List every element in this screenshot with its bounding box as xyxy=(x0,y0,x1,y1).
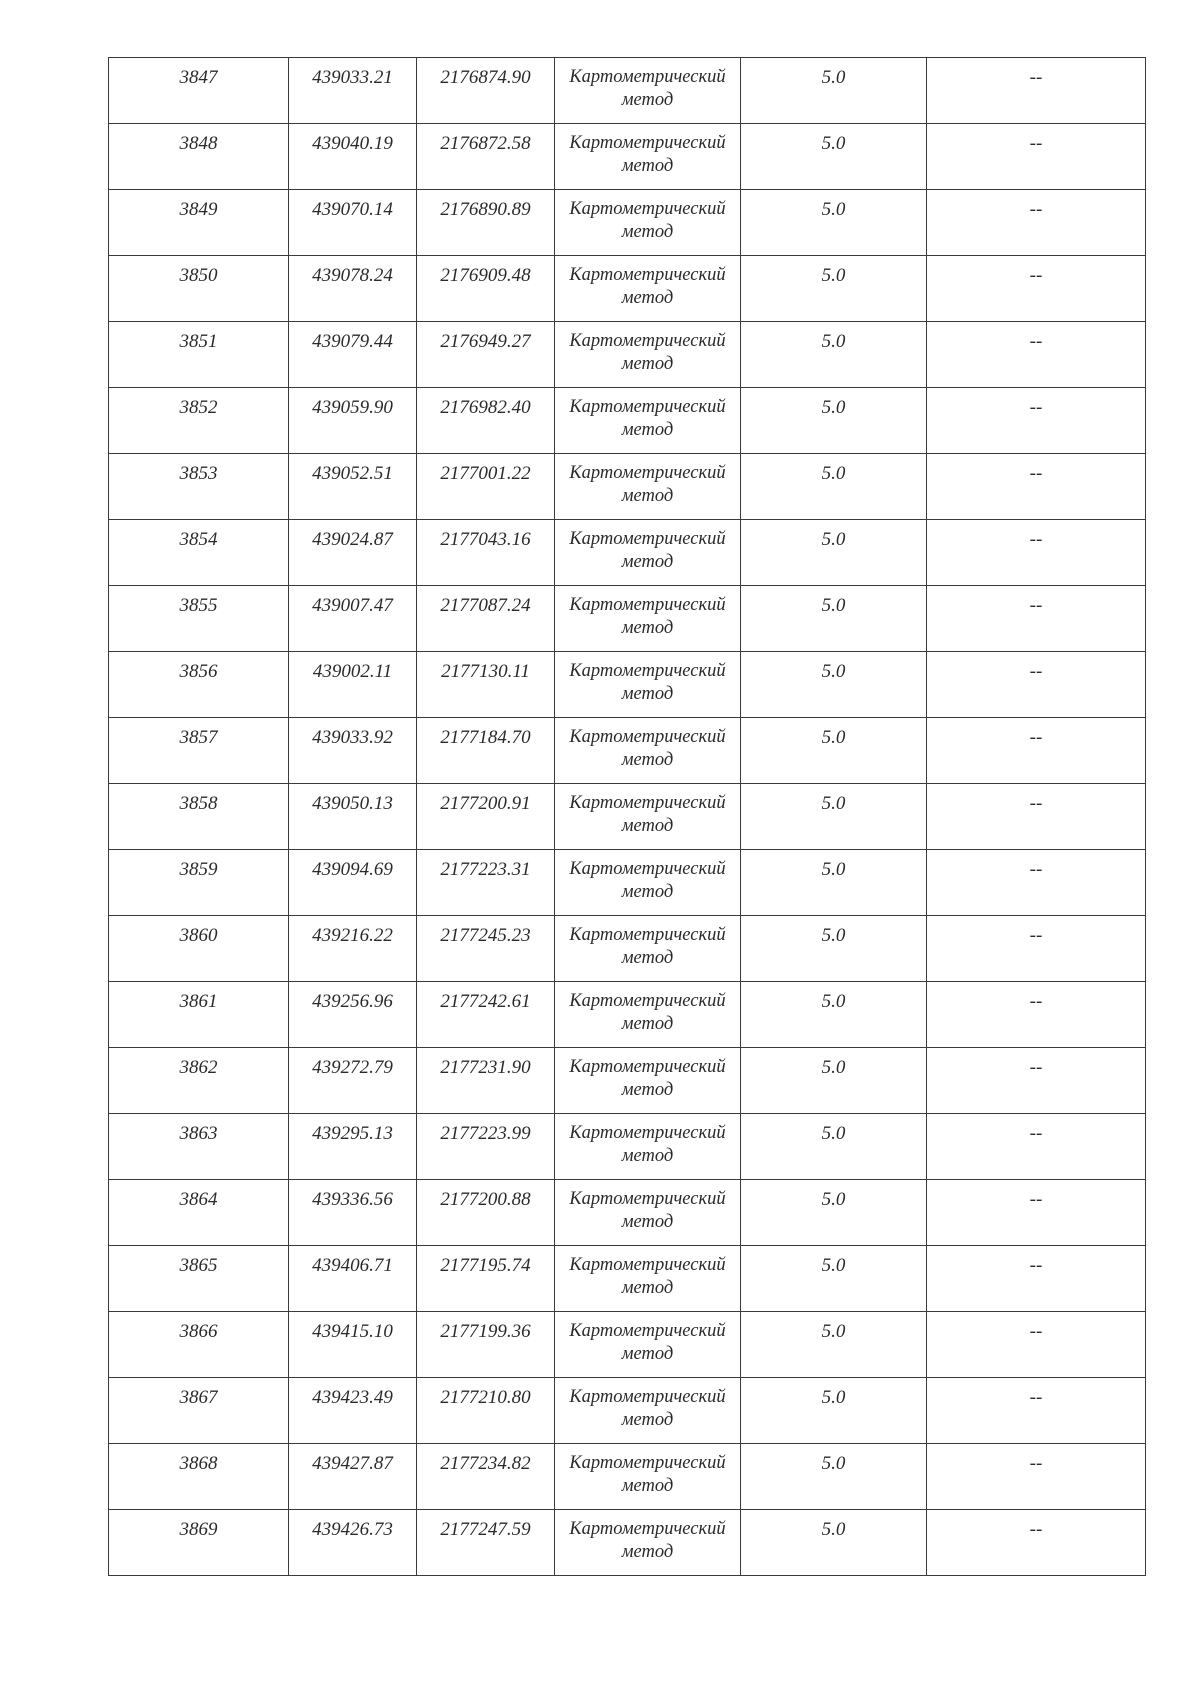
coordinates-table xyxy=(108,57,1146,1576)
table-row xyxy=(109,784,1146,850)
accuracy-cell: 5.0 xyxy=(741,850,927,916)
note-cell: -- xyxy=(927,58,1146,124)
accuracy-cell: 5.0 xyxy=(741,652,927,718)
coordinate-x-cell: 439094.69 xyxy=(289,850,417,916)
table-row xyxy=(109,982,1146,1048)
coordinate-y-cell: 2177247.59 xyxy=(417,1510,555,1576)
coordinate-y-cell: 2177234.82 xyxy=(417,1444,555,1510)
method-line-1: Картометрический xyxy=(569,397,726,417)
method-cell xyxy=(555,58,741,124)
method-line-2: метод xyxy=(621,222,674,242)
coordinate-x-cell: 439033.21 xyxy=(289,58,417,124)
table-row xyxy=(109,652,1146,718)
coordinate-y-cell: 2177184.70 xyxy=(417,718,555,784)
point-number-cell: 3848 xyxy=(109,124,289,190)
table-row xyxy=(109,322,1146,388)
point-number-cell: 3851 xyxy=(109,322,289,388)
accuracy-cell: 5.0 xyxy=(741,586,927,652)
method-cell xyxy=(555,256,741,322)
method-line-2: метод xyxy=(621,816,674,836)
note-cell: -- xyxy=(927,1312,1146,1378)
method-line-1: Картометрический xyxy=(569,1255,726,1275)
coordinate-x-cell: 439078.24 xyxy=(289,256,417,322)
coordinate-y-cell: 2177223.99 xyxy=(417,1114,555,1180)
point-number-cell: 3860 xyxy=(109,916,289,982)
coordinate-x-cell: 439033.92 xyxy=(289,718,417,784)
accuracy-cell: 5.0 xyxy=(741,520,927,586)
point-number-cell: 3859 xyxy=(109,850,289,916)
method-line-1: Картометрический xyxy=(569,1453,726,1473)
coordinate-y-cell: 2176872.58 xyxy=(417,124,555,190)
table-row xyxy=(109,124,1146,190)
method-line-1: Картометрический xyxy=(569,199,726,219)
table-row xyxy=(109,256,1146,322)
accuracy-cell: 5.0 xyxy=(741,982,927,1048)
coordinate-y-cell: 2177231.90 xyxy=(417,1048,555,1114)
point-number-cell: 3847 xyxy=(109,58,289,124)
table-row xyxy=(109,190,1146,256)
point-number-cell: 3855 xyxy=(109,586,289,652)
point-number-cell: 3868 xyxy=(109,1444,289,1510)
note-cell: -- xyxy=(927,850,1146,916)
point-number-cell: 3857 xyxy=(109,718,289,784)
note-cell: -- xyxy=(927,322,1146,388)
method-cell xyxy=(555,1180,741,1246)
note-cell: -- xyxy=(927,520,1146,586)
coordinate-y-cell: 2177130.11 xyxy=(417,652,555,718)
coordinate-y-cell: 2177195.74 xyxy=(417,1246,555,1312)
note-cell: -- xyxy=(927,1246,1146,1312)
method-line-1: Картометрический xyxy=(569,265,726,285)
accuracy-cell: 5.0 xyxy=(741,1114,927,1180)
method-cell xyxy=(555,1114,741,1180)
accuracy-cell: 5.0 xyxy=(741,454,927,520)
point-number-cell: 3869 xyxy=(109,1510,289,1576)
note-cell: -- xyxy=(927,652,1146,718)
table-row xyxy=(109,1312,1146,1378)
table-row xyxy=(109,718,1146,784)
coordinate-x-cell: 439336.56 xyxy=(289,1180,417,1246)
method-line-1: Картометрический xyxy=(569,1387,726,1407)
table-row xyxy=(109,1378,1146,1444)
point-number-cell: 3864 xyxy=(109,1180,289,1246)
table-row xyxy=(109,1114,1146,1180)
point-number-cell: 3861 xyxy=(109,982,289,1048)
coordinate-y-cell: 2177223.31 xyxy=(417,850,555,916)
coordinate-x-cell: 439070.14 xyxy=(289,190,417,256)
accuracy-cell: 5.0 xyxy=(741,124,927,190)
method-line-2: метод xyxy=(621,882,674,902)
accuracy-cell: 5.0 xyxy=(741,1510,927,1576)
coordinate-x-cell: 439216.22 xyxy=(289,916,417,982)
coordinate-x-cell: 439423.49 xyxy=(289,1378,417,1444)
coordinate-y-cell: 2176909.48 xyxy=(417,256,555,322)
table-row xyxy=(109,388,1146,454)
coordinate-y-cell: 2176874.90 xyxy=(417,58,555,124)
method-line-2: метод xyxy=(621,156,674,176)
accuracy-cell: 5.0 xyxy=(741,256,927,322)
note-cell: -- xyxy=(927,388,1146,454)
note-cell: -- xyxy=(927,1114,1146,1180)
method-line-2: метод xyxy=(621,1410,674,1430)
method-line-2: метод xyxy=(621,1542,674,1562)
method-cell xyxy=(555,718,741,784)
method-line-1: Картометрический xyxy=(569,1057,726,1077)
method-cell xyxy=(555,1444,741,1510)
note-cell: -- xyxy=(927,1180,1146,1246)
coordinate-x-cell: 439295.13 xyxy=(289,1114,417,1180)
coordinate-x-cell: 439007.47 xyxy=(289,586,417,652)
method-line-1: Картометрический xyxy=(569,859,726,879)
coordinate-y-cell: 2177200.88 xyxy=(417,1180,555,1246)
coordinates-table-body xyxy=(109,58,1146,1576)
coordinate-y-cell: 2176949.27 xyxy=(417,322,555,388)
method-line-2: метод xyxy=(621,420,674,440)
table-row xyxy=(109,520,1146,586)
coordinate-x-cell: 439415.10 xyxy=(289,1312,417,1378)
coordinate-x-cell: 439256.96 xyxy=(289,982,417,1048)
point-number-cell: 3865 xyxy=(109,1246,289,1312)
accuracy-cell: 5.0 xyxy=(741,1444,927,1510)
coordinate-x-cell: 439406.71 xyxy=(289,1246,417,1312)
accuracy-cell: 5.0 xyxy=(741,190,927,256)
method-line-1: Картометрический xyxy=(569,661,726,681)
coordinate-x-cell: 439024.87 xyxy=(289,520,417,586)
method-line-1: Картометрический xyxy=(569,67,726,87)
point-number-cell: 3856 xyxy=(109,652,289,718)
method-cell xyxy=(555,850,741,916)
note-cell: -- xyxy=(927,1444,1146,1510)
method-line-2: метод xyxy=(621,486,674,506)
accuracy-cell: 5.0 xyxy=(741,784,927,850)
point-number-cell: 3862 xyxy=(109,1048,289,1114)
method-line-1: Картометрический xyxy=(569,991,726,1011)
accuracy-cell: 5.0 xyxy=(741,1048,927,1114)
point-number-cell: 3853 xyxy=(109,454,289,520)
method-cell xyxy=(555,652,741,718)
method-cell xyxy=(555,916,741,982)
method-cell xyxy=(555,784,741,850)
method-line-1: Картометрический xyxy=(569,1321,726,1341)
coordinate-y-cell: 2177242.61 xyxy=(417,982,555,1048)
method-line-1: Картометрический xyxy=(569,529,726,549)
method-line-2: метод xyxy=(621,552,674,572)
note-cell: -- xyxy=(927,916,1146,982)
note-cell: -- xyxy=(927,1510,1146,1576)
method-cell xyxy=(555,586,741,652)
accuracy-cell: 5.0 xyxy=(741,388,927,454)
coordinate-x-cell: 439427.87 xyxy=(289,1444,417,1510)
method-line-1: Картометрический xyxy=(569,133,726,153)
method-line-2: метод xyxy=(621,1146,674,1166)
point-number-cell: 3863 xyxy=(109,1114,289,1180)
accuracy-cell: 5.0 xyxy=(741,58,927,124)
method-cell xyxy=(555,190,741,256)
point-number-cell: 3866 xyxy=(109,1312,289,1378)
note-cell: -- xyxy=(927,190,1146,256)
table-row xyxy=(109,1048,1146,1114)
table-row xyxy=(109,1510,1146,1576)
method-line-1: Картометрический xyxy=(569,1519,726,1539)
table-row xyxy=(109,1246,1146,1312)
method-line-2: метод xyxy=(621,1278,674,1298)
method-line-2: метод xyxy=(621,1476,674,1496)
coordinate-y-cell: 2177199.36 xyxy=(417,1312,555,1378)
coordinate-y-cell: 2177087.24 xyxy=(417,586,555,652)
table-row xyxy=(109,916,1146,982)
point-number-cell: 3849 xyxy=(109,190,289,256)
accuracy-cell: 5.0 xyxy=(741,1246,927,1312)
method-line-2: метод xyxy=(621,618,674,638)
coordinate-x-cell: 439050.13 xyxy=(289,784,417,850)
accuracy-cell: 5.0 xyxy=(741,718,927,784)
method-cell xyxy=(555,124,741,190)
method-line-2: метод xyxy=(621,948,674,968)
method-cell xyxy=(555,454,741,520)
coordinate-x-cell: 439079.44 xyxy=(289,322,417,388)
accuracy-cell: 5.0 xyxy=(741,322,927,388)
method-line-2: метод xyxy=(621,1344,674,1364)
method-line-2: метод xyxy=(621,354,674,374)
method-cell xyxy=(555,1312,741,1378)
method-line-1: Картометрический xyxy=(569,331,726,351)
point-number-cell: 3854 xyxy=(109,520,289,586)
method-line-1: Картометрический xyxy=(569,595,726,615)
method-line-1: Картометрический xyxy=(569,925,726,945)
note-cell: -- xyxy=(927,586,1146,652)
method-line-2: метод xyxy=(621,1212,674,1232)
note-cell: -- xyxy=(927,1378,1146,1444)
table-row xyxy=(109,58,1146,124)
coordinate-x-cell: 439052.51 xyxy=(289,454,417,520)
coordinate-y-cell: 2177210.80 xyxy=(417,1378,555,1444)
note-cell: -- xyxy=(927,256,1146,322)
point-number-cell: 3850 xyxy=(109,256,289,322)
method-cell xyxy=(555,1246,741,1312)
coordinate-x-cell: 439059.90 xyxy=(289,388,417,454)
coordinate-y-cell: 2176982.40 xyxy=(417,388,555,454)
method-line-1: Картометрический xyxy=(569,1189,726,1209)
accuracy-cell: 5.0 xyxy=(741,916,927,982)
note-cell: -- xyxy=(927,454,1146,520)
method-cell xyxy=(555,982,741,1048)
method-line-2: метод xyxy=(621,684,674,704)
method-line-1: Картометрический xyxy=(569,463,726,483)
coordinate-y-cell: 2177200.91 xyxy=(417,784,555,850)
note-cell: -- xyxy=(927,784,1146,850)
point-number-cell: 3867 xyxy=(109,1378,289,1444)
coordinate-y-cell: 2177001.22 xyxy=(417,454,555,520)
table-row xyxy=(109,1444,1146,1510)
note-cell: -- xyxy=(927,124,1146,190)
coordinate-y-cell: 2176890.89 xyxy=(417,190,555,256)
method-line-1: Картометрический xyxy=(569,727,726,747)
coordinate-y-cell: 2177043.16 xyxy=(417,520,555,586)
note-cell: -- xyxy=(927,718,1146,784)
accuracy-cell: 5.0 xyxy=(741,1180,927,1246)
method-cell xyxy=(555,322,741,388)
table-row xyxy=(109,850,1146,916)
method-cell xyxy=(555,388,741,454)
table-row xyxy=(109,454,1146,520)
accuracy-cell: 5.0 xyxy=(741,1378,927,1444)
method-line-2: метод xyxy=(621,750,674,770)
method-cell xyxy=(555,1510,741,1576)
coordinate-x-cell: 439426.73 xyxy=(289,1510,417,1576)
method-line-2: метод xyxy=(621,288,674,308)
coordinate-y-cell: 2177245.23 xyxy=(417,916,555,982)
method-line-2: метод xyxy=(621,1080,674,1100)
accuracy-cell: 5.0 xyxy=(741,1312,927,1378)
method-line-2: метод xyxy=(621,90,674,110)
note-cell: -- xyxy=(927,1048,1146,1114)
coordinate-x-cell: 439272.79 xyxy=(289,1048,417,1114)
coordinate-x-cell: 439040.19 xyxy=(289,124,417,190)
method-line-1: Картометрический xyxy=(569,793,726,813)
table-row xyxy=(109,586,1146,652)
coordinate-x-cell: 439002.11 xyxy=(289,652,417,718)
table-row xyxy=(109,1180,1146,1246)
method-cell xyxy=(555,1378,741,1444)
method-cell xyxy=(555,1048,741,1114)
point-number-cell: 3858 xyxy=(109,784,289,850)
method-line-1: Картометрический xyxy=(569,1123,726,1143)
method-cell xyxy=(555,520,741,586)
method-line-2: метод xyxy=(621,1014,674,1034)
point-number-cell: 3852 xyxy=(109,388,289,454)
note-cell: -- xyxy=(927,982,1146,1048)
